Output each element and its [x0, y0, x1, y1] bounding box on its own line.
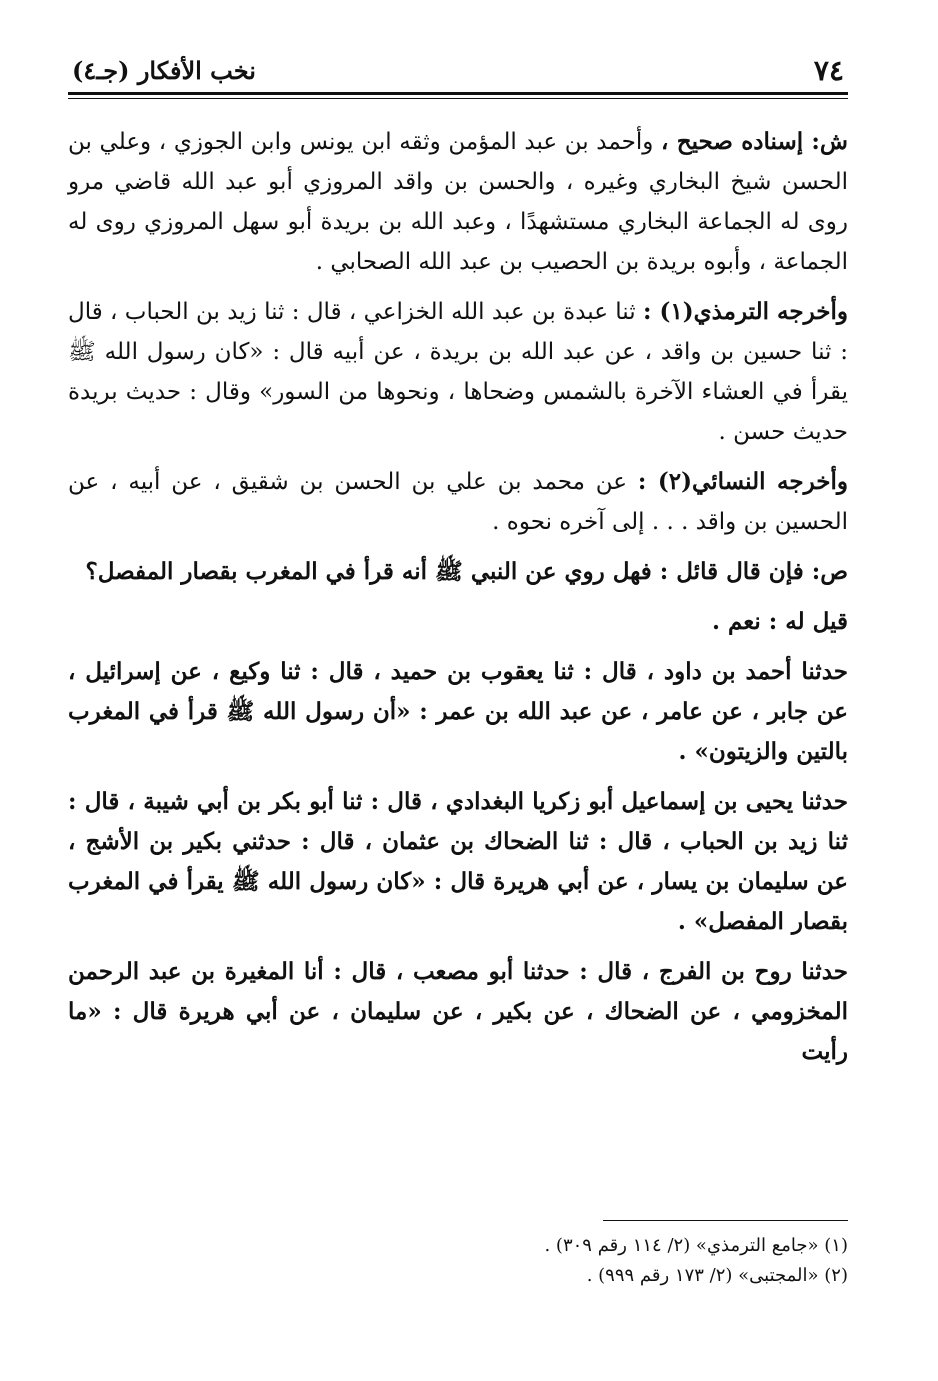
paragraph-nasai: [68, 462, 848, 542]
paragraph-tirmidhi: [68, 292, 848, 452]
paragraph-lead: وأخرجه النسائي(٢) :: [637, 468, 848, 495]
paragraph-text: حدثنا روح بن الفرج ، قال : حدثنا أبو مصعب ، قال : أنا المغيرة بن عبد الرحمن المخزومي ، عن الضحاك ، عن بكير ، عن سليمان ، عن أبي هريرة قال : «ما رأيت: [68, 958, 848, 1065]
page-number: ٧٤: [813, 54, 844, 87]
footnote-1: (١) «جامع الترمذي» (٢/ ١١٤ رقم ٣٠٩) .: [544, 1235, 848, 1256]
running-title: نخب الأفكار (جـ٤): [72, 56, 256, 85]
paragraph-hadith-3: [68, 952, 848, 1072]
paragraph-text: عن محمد بن علي بن الحسن بن شقيق ، عن أبيه ، عن الحسين بن واقد . . . إلى آخره نحوه .: [68, 469, 848, 535]
paragraph-text: ص: فإن قال قائل : فهل روي عن النبي ﷺ أنه قرأ في المغرب بقصار المفصل؟: [85, 558, 848, 585]
page-header: [68, 50, 848, 95]
paragraph-sharh: [68, 122, 848, 282]
paragraph-text: وأحمد بن عبد المؤمن وثقه ابن يونس وابن الجوزي ، وعلي بن الحسن شيخ البخاري وغيره ، والحسن بن واقد المروزي أبو عبد الله قاضي مرو روى له الجماعة البخاري مستشهدًا ، وعبد الله بن بريدة أبو سهل المروزي روى له الجماعة ، وأبوه بريدة بن الحصيب بن عبد الله الصحابي .: [68, 129, 848, 275]
paragraph-text: ثنا عبدة بن عبد الله الخزاعي ، قال : ثنا زيد بن الحباب ، قال : ثنا حسين بن واقد ، عن عبد الله بن بريدة ، عن أبيه قال : «كان رسول الله ﷺ يقرأ في العشاء الآخرة بالشمس وضحاها ، ونحوها من السور» وقال : حديث بريدة حديث حسن .: [68, 299, 848, 445]
paragraph-hadith-1: [68, 652, 848, 772]
paragraph-text: حدثنا أحمد بن داود ، قال : ثنا يعقوب بن حميد ، قال : ثنا وكيع ، عن إسرائيل ، عن جابر ، عن عامر ، عن عبد الله بن عمر : «أن رسول الله ﷺ قرأ في المغرب بالتين والزيتون» .: [68, 658, 848, 765]
paragraph-answer: [68, 602, 848, 642]
book-page: [68, 50, 848, 1286]
page-body: [68, 122, 848, 1082]
footnotes: [68, 1220, 848, 1291]
paragraph-hadith-2: [68, 782, 848, 942]
paragraph-lead: ش: إسناده صحيح ،: [660, 128, 848, 155]
footnote-rule: [603, 1220, 848, 1221]
paragraph-lead: وأخرجه الترمذي(١) :: [642, 298, 848, 325]
paragraph-question: [68, 552, 848, 592]
paragraph-text: حدثنا يحيى بن إسماعيل أبو زكريا البغدادي ، قال : ثنا أبو بكر بن أبي شيبة ، قال : ثنا زيد بن الحباب ، قال : ثنا الضحاك بن عثمان ، قال : حدثني بكير بن الأشج ، عن سليمان بن يسار ، عن أبي هريرة قال : «كان رسول الله ﷺ يقرأ في المغرب بقصار المفصل» .: [68, 788, 848, 935]
footnote-2: (٢) «المجتبى» (٢/ ١٧٣ رقم ٩٩٩) .: [586, 1265, 848, 1286]
paragraph-text: قيل له : نعم .: [711, 608, 848, 635]
